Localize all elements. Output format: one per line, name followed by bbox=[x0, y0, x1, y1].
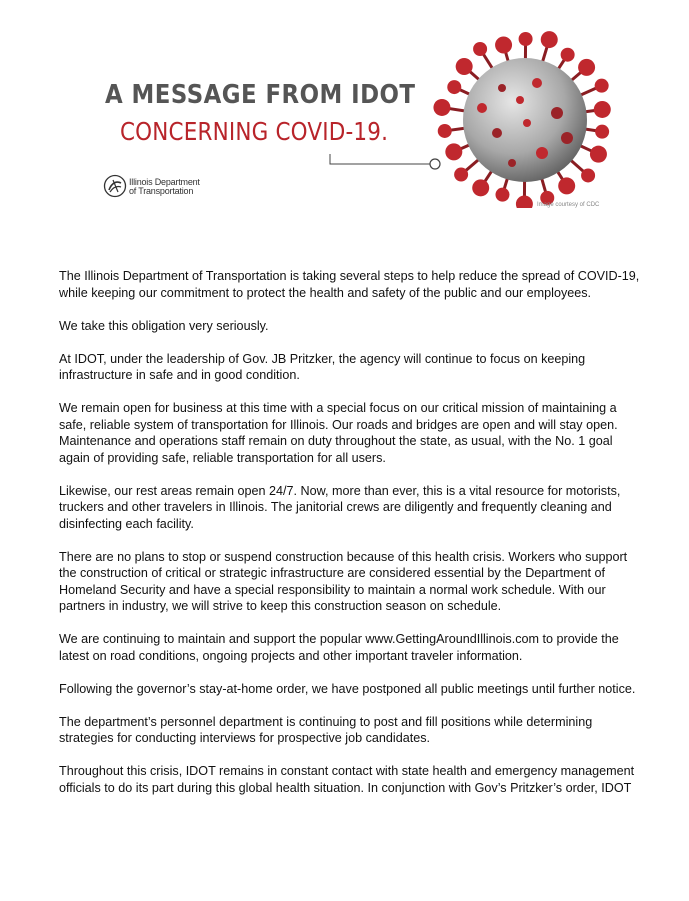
paragraph: The department’s personnel department is continuing to post and fill positions while determining strategies for conducting interviews for prospective job candidates. bbox=[59, 714, 593, 745]
letter-body bbox=[59, 268, 644, 813]
paragraph: At IDOT, under the leadership of Gov. JB Pritzker, the agency will continue to focus on keeping infrastructure in safe and in good condition. bbox=[59, 351, 586, 382]
header-subtitle: CONCERNING COVID-19. bbox=[120, 117, 389, 146]
paragraph: We take this obligation very seriously. bbox=[59, 318, 269, 333]
paragraph: Following the governor’s stay-at-home order, we have postponed all public meetings until further notice. bbox=[59, 681, 636, 696]
idot-logo bbox=[103, 174, 213, 200]
paragraph: There are no plans to stop or suspend construction because of this health crisis. Workers who support the construction of critical or strategic infrastructure are considered essential by the Department of Homeland Security and have a special responsibility to maintain a normal work schedule. With our partners in industry, we will strive to keep this construction season on schedule. bbox=[59, 549, 628, 613]
idot-logo-text bbox=[129, 178, 200, 196]
header-title: A MESSAGE FROM IDOT bbox=[105, 80, 416, 110]
paragraph: We remain open for business at this time with a special focus on our critical mission of maintaining a safe, reliable system of transportation for Illinois. Our roads and bridges are open and will stay open. Maintenance and operations staff remain on duty throughout the state, as usual, with the No. 1 goal again of providing safe, reliable transportation for all users. bbox=[59, 401, 618, 465]
idot-logo-icon bbox=[103, 174, 127, 198]
paragraph: Throughout this crisis, IDOT remains in constant contact with state health and emergency management officials to do its part during this global health situation. In conjunction with Gov’s Pritzker’s order, IDOT bbox=[59, 764, 635, 795]
logo-line-2: of Transportation bbox=[129, 186, 194, 196]
paragraph: We are continuing to maintain and support the popular www.GettingAroundIllinois.com to provide the latest on road conditions, ongoing projects and other important traveler information. bbox=[59, 632, 619, 663]
paragraph: The Illinois Department of Transportation is taking several steps to help reduce the spread of COVID-19, while keeping our commitment to protect the health and safety of the public and our employees. bbox=[59, 269, 640, 300]
paragraph: Likewise, our rest areas remain open 24/7. Now, more than ever, this is a vital resource for motorists, truckers and other travelers in Illinois. The janitorial crews are diligently and frequently cleaning and disinfecting each facility. bbox=[59, 483, 621, 531]
image-credit: Image courtesy of CDC bbox=[537, 202, 600, 208]
coronavirus-illustration bbox=[432, 28, 618, 208]
logo-line-1: Illinois Department bbox=[129, 177, 200, 187]
